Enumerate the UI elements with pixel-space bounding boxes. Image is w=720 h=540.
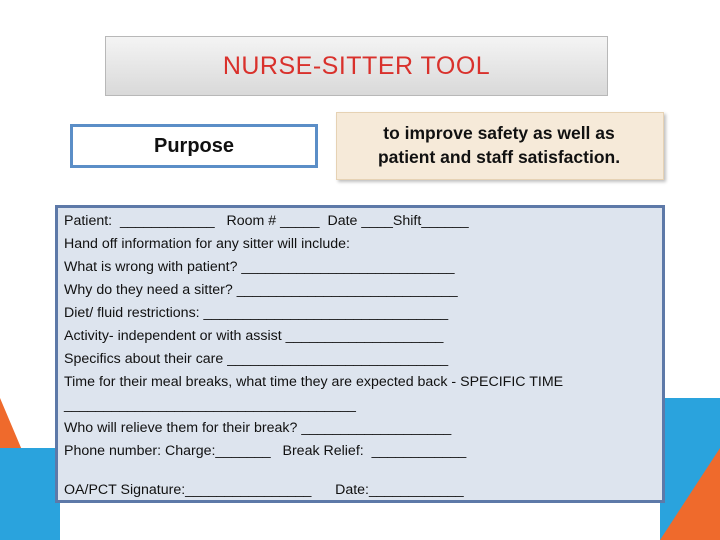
form-line-diet-restrictions: Diet/ fluid restrictions: _______________________________: [64, 305, 449, 321]
purpose-label: Purpose: [153, 134, 235, 157]
form-line-care-specifics: Specifics about their care ____________________________: [64, 351, 449, 367]
form-line-meal-breaks: Time for their meal breaks, what time they are expected back - SPECIFIC TIME: [64, 374, 564, 390]
form-line-patient-room-date-shift: Patient: ____________ Room # _____ Date ____Shift______: [64, 213, 469, 229]
corner-decoration-blue-left: [0, 448, 60, 540]
form-line-why-sitter: Why do they need a sitter? ____________________________: [64, 282, 458, 298]
purpose-box: [70, 124, 318, 168]
form-spacer: [64, 463, 662, 479]
form-line-activity: Activity- independent or with assist ____________________: [64, 328, 444, 344]
form-line-meal-breaks-blank: _____________________________________: [64, 397, 356, 413]
form-line-signature-date: OA/PCT Signature:________________ Date:____________: [64, 482, 464, 498]
page-title: NURSE-SITTER TOOL: [222, 51, 491, 80]
form-line-what-is-wrong: What is wrong with patient? ___________________________: [64, 259, 455, 275]
title-banner: [105, 36, 608, 96]
form-line-phone-numbers: Phone number: Charge:_______ Break Relief: ____________: [64, 443, 467, 459]
purpose-statement-box: [336, 112, 664, 180]
handoff-form: [55, 205, 665, 503]
form-line-handoff-intro: Hand off information for any sitter will include:: [64, 236, 350, 252]
form-line-break-relief: Who will relieve them for their break? ___________________: [64, 420, 452, 436]
purpose-statement: to improve safety as well as patient and staff satisfaction.: [377, 123, 621, 167]
